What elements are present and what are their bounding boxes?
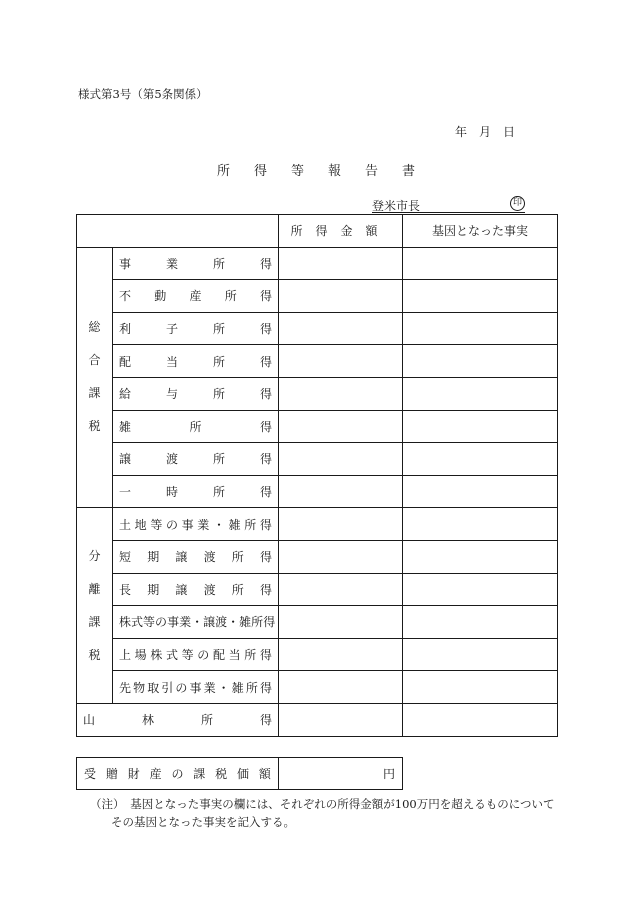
amount-input[interactable]	[279, 671, 403, 704]
basis-input[interactable]	[403, 671, 558, 704]
gift-label-cell	[77, 758, 279, 790]
income-type-label: 一 時 所 得	[119, 485, 272, 500]
header-amount: 所得金額	[279, 215, 403, 248]
income-type-label: 雑 所 得	[119, 419, 272, 434]
amount-input[interactable]	[279, 410, 403, 443]
footnote	[90, 795, 554, 831]
amount-input[interactable]	[279, 247, 403, 280]
amount-input[interactable]	[279, 606, 403, 639]
amount-input[interactable]	[279, 573, 403, 606]
income-type-cell	[113, 671, 279, 704]
amount-input[interactable]	[279, 703, 403, 736]
table-row	[77, 280, 558, 313]
note-marker: （注）	[90, 797, 119, 811]
basis-input[interactable]	[403, 247, 558, 280]
income-type-label: 上 場 株 式 等 の 配 当 所 得	[119, 648, 272, 663]
gift-unit: 円	[382, 767, 395, 781]
income-table	[76, 214, 558, 737]
addressee-name: 登米市長	[372, 199, 421, 213]
group-label-0	[77, 247, 113, 508]
amount-input[interactable]	[279, 312, 403, 345]
table-row	[77, 345, 558, 378]
group-label-text: 分離課税	[88, 548, 101, 662]
document-title: 所得等報告書	[217, 164, 440, 179]
income-type-label: 不 動 産 所 得	[119, 289, 272, 304]
income-type-cell	[113, 573, 279, 606]
income-type-cell	[113, 443, 279, 476]
note-line-2: その基因となった事実を記入する。	[111, 815, 295, 829]
income-type-label: 利 子 所 得	[119, 322, 272, 337]
group-label-1	[77, 508, 113, 704]
basis-input[interactable]	[403, 443, 558, 476]
income-type-cell	[113, 540, 279, 573]
income-type-cell	[113, 280, 279, 313]
table-row	[77, 573, 558, 606]
basis-input[interactable]	[403, 703, 558, 736]
table-row	[77, 671, 558, 704]
basis-input[interactable]	[403, 377, 558, 410]
income-type-label: 土 地 等 の 事 業 ・ 雑 所 得	[119, 517, 272, 532]
income-type-cell	[113, 312, 279, 345]
basis-input[interactable]	[403, 606, 558, 639]
header-basis: 基因となった事実	[403, 215, 558, 248]
income-type-cell	[113, 345, 279, 378]
group-label-text: 総合課税	[88, 320, 101, 434]
income-type-cell	[113, 247, 279, 280]
addressee-line	[372, 197, 525, 213]
basis-input[interactable]	[403, 312, 558, 345]
income-type-cell	[113, 475, 279, 508]
date-line: 年 月 日	[455, 125, 516, 139]
amount-input[interactable]	[279, 540, 403, 573]
table-row	[77, 312, 558, 345]
amount-input[interactable]	[279, 280, 403, 313]
forest-income-cell	[77, 703, 279, 736]
amount-input[interactable]	[279, 638, 403, 671]
income-type-label: 配 当 所 得	[119, 354, 272, 369]
table-row-forest	[77, 703, 558, 736]
amount-input[interactable]	[279, 508, 403, 541]
basis-input[interactable]	[403, 345, 558, 378]
header-blank-cell	[77, 215, 279, 248]
gift-amount-input[interactable]	[279, 758, 403, 790]
income-type-cell	[113, 508, 279, 541]
table-row	[77, 475, 558, 508]
table-row	[77, 638, 558, 671]
table-row	[77, 247, 558, 280]
income-type-cell	[113, 606, 279, 639]
gift-row	[77, 758, 403, 790]
table-row	[77, 410, 558, 443]
income-type-cell	[113, 410, 279, 443]
table-row	[77, 377, 558, 410]
note-line-1: 基因となった事実の欄には、それぞれの所得金額が100万円を超えるものについて	[130, 797, 555, 811]
table-row	[77, 508, 558, 541]
form-number: 様式第3号（第5条関係）	[78, 87, 208, 101]
basis-input[interactable]	[403, 573, 558, 606]
table-row	[77, 443, 558, 476]
amount-input[interactable]	[279, 345, 403, 378]
basis-input[interactable]	[403, 280, 558, 313]
seal-mark: 印	[510, 196, 525, 211]
income-type-label: 株 式 等 の 事 業 ・ 譲 渡 ・ 雑 所 得	[119, 615, 276, 630]
amount-input[interactable]	[279, 443, 403, 476]
table-header-row	[77, 215, 558, 248]
forest-income-label: 山 林 所 得	[83, 713, 272, 728]
income-type-label: 給 与 所 得	[119, 387, 272, 402]
basis-input[interactable]	[403, 540, 558, 573]
income-type-label: 短 期 譲 渡 所 得	[119, 550, 272, 565]
basis-input[interactable]	[403, 508, 558, 541]
basis-input[interactable]	[403, 475, 558, 508]
table-row	[77, 540, 558, 573]
amount-input[interactable]	[279, 377, 403, 410]
gift-label: 受 贈 財 産 の 課 税 価 額	[84, 767, 271, 781]
income-type-cell	[113, 377, 279, 410]
income-type-label: 長 期 譲 渡 所 得	[119, 582, 272, 597]
basis-input[interactable]	[403, 410, 558, 443]
income-type-label: 事 業 所 得	[119, 256, 272, 271]
income-type-label: 譲 渡 所 得	[119, 452, 272, 467]
amount-input[interactable]	[279, 475, 403, 508]
income-type-label: 先 物 取 引 の 事 業 ・ 雑 所 得	[119, 680, 272, 695]
income-type-cell	[113, 638, 279, 671]
gift-table	[76, 757, 403, 790]
table-row	[77, 606, 558, 639]
basis-input[interactable]	[403, 638, 558, 671]
